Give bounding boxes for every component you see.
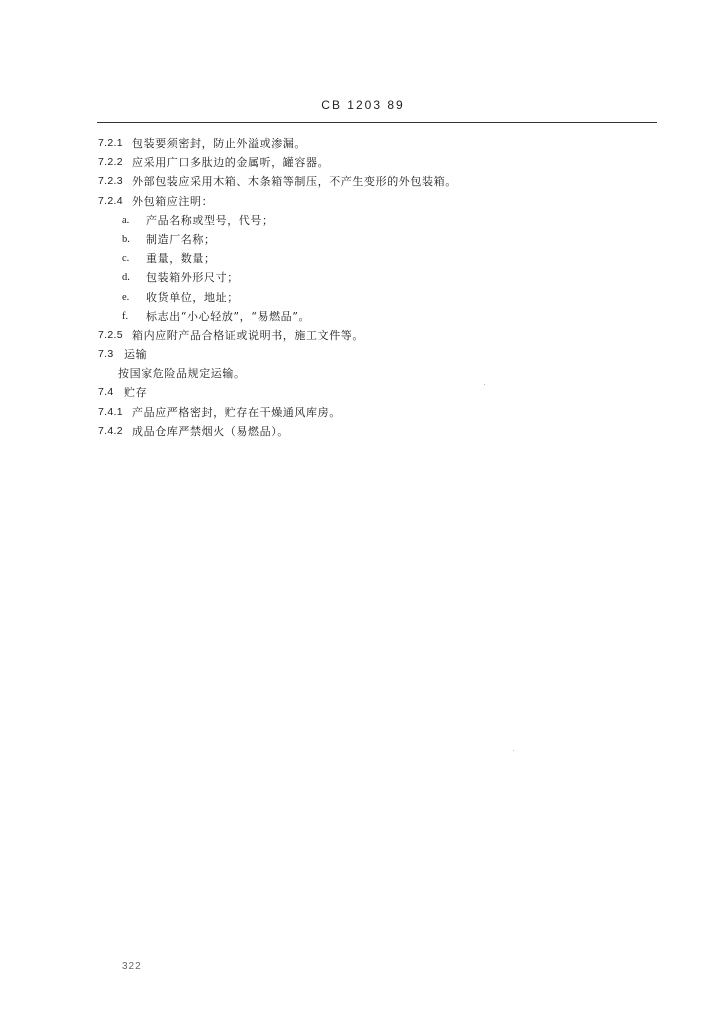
sub-item-letter: b. [122, 233, 130, 245]
header-rule [97, 122, 657, 123]
clause-number: 7.4.1 [98, 405, 123, 418]
paragraph-indent [98, 364, 118, 383]
sub-item-letter: a. [122, 214, 130, 226]
section-title: 贮存 [124, 386, 148, 400]
section-7-3-heading [98, 345, 658, 364]
sub-item-letter: d. [122, 272, 130, 284]
sub-item-d [98, 268, 658, 287]
clause-number: 7.2.5 [98, 328, 123, 341]
sub-item-text: 制造厂名称； [146, 232, 216, 246]
clause-text: 包装要须密封，防止外溢或渗漏。 [132, 137, 306, 150]
clause-number: 7.2.3 [98, 175, 123, 188]
clause-number: 7.4.2 [98, 424, 123, 437]
scan-speck [484, 384, 485, 385]
section-number: 7.4 [98, 386, 114, 399]
sub-item-text: 收货单位，地址； [146, 290, 239, 304]
clause-7-4-1 [98, 403, 658, 422]
clause-text: 外部包装应采用木箱、木条箱等制压，不产生变形的外包装箱。 [132, 175, 457, 189]
clause-text: 产品应严格密封，贮存在干燥通风库房。 [132, 405, 341, 419]
sub-item-text: 产品名称或型号，代号； [146, 213, 274, 227]
page-number: 322 [122, 961, 142, 972]
clause-text: 应采用广口多肽边的金属听，罐容器。 [132, 156, 330, 170]
sub-item-letter: f. [122, 310, 129, 322]
clause-7-2-3 [98, 172, 658, 191]
standard-code-header: CB 1203 89 [321, 98, 405, 112]
clause-7-2-1 [98, 134, 658, 153]
section-number: 7.3 [98, 348, 114, 361]
scan-speck [513, 750, 514, 751]
sub-item-e [98, 288, 658, 307]
sub-item-b [98, 230, 658, 249]
paragraph-text: 按国家危险品规定运输。 [118, 367, 246, 381]
section-7-4-heading [98, 383, 658, 402]
sub-item-text: 重量，数量； [146, 252, 216, 266]
clause-7-2-2 [98, 153, 658, 172]
clause-7-2-5 [98, 326, 658, 345]
clause-7-4-2 [98, 422, 658, 441]
clause-text: 成品仓库严禁烟火（易燃品）。 [132, 424, 289, 438]
clause-number: 7.2.4 [98, 194, 123, 207]
sub-item-a [98, 211, 658, 230]
section-title: 运输 [124, 348, 148, 362]
transport-paragraph [98, 364, 658, 383]
sub-item-text: 包装箱外形尺寸； [146, 271, 239, 285]
sub-item-c [98, 249, 658, 268]
document-body [98, 134, 658, 441]
sub-item-letter: c. [122, 253, 130, 265]
clause-number: 7.2.1 [98, 137, 123, 149]
sub-item-text: 标志出“小心轻放”，“易燃品”。 [146, 309, 311, 323]
clause-text: 外包箱应注明： [132, 194, 214, 208]
sub-item-letter: e. [122, 291, 130, 303]
clause-number: 7.2.2 [98, 156, 123, 169]
clause-text: 箱内应附产品合格证或说明书，施工文件等。 [132, 328, 364, 342]
clause-7-2-4 [98, 192, 658, 211]
sub-item-f [98, 307, 658, 326]
